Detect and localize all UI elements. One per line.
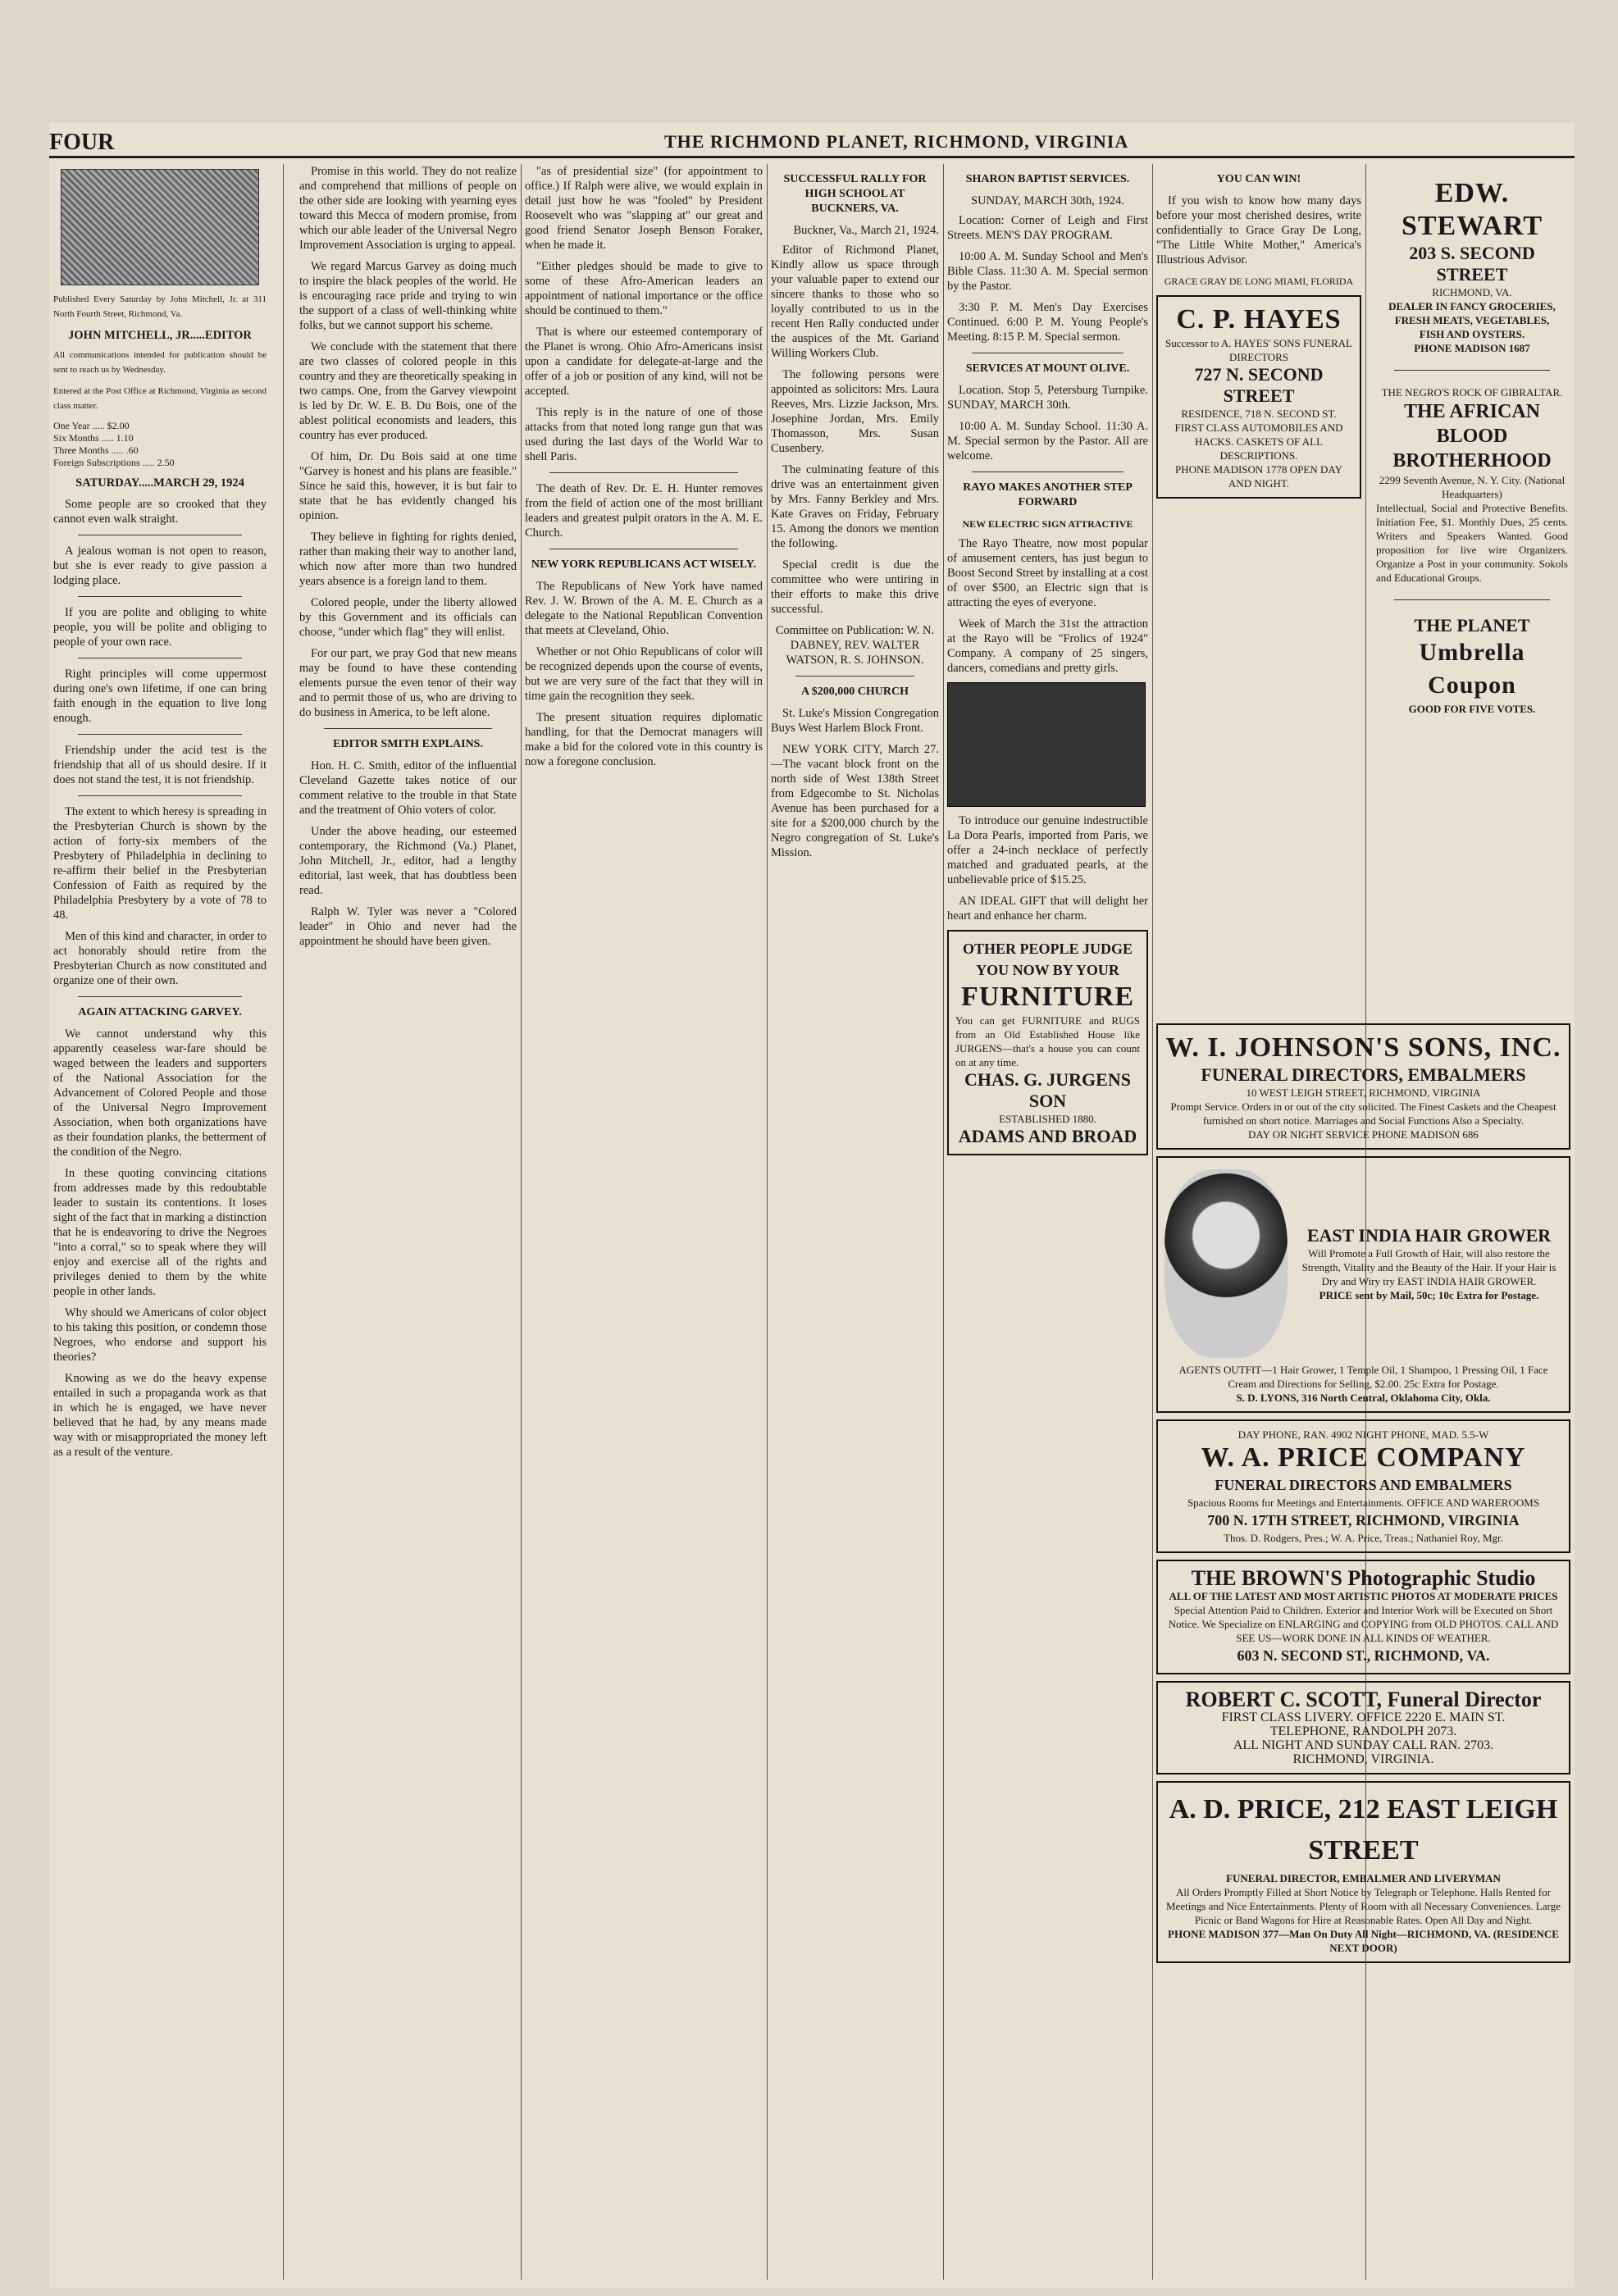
paragraph: Hon. H. C. Smith, editor of the influential Cleveland Gazette takes notice of our comment relative to the trouble in that State and the treatment of Ohio voters of color. [299,759,517,817]
masthead [49,130,1575,154]
paragraph: NEW YORK CITY, March 27.—The vacant block front on the north side of West 138th Street from Edgecombe to St. Nicholas Avenue has been purchased for a site for a $200,000 church by the Negro congregation of St. Luke's Mission. [771,743,939,859]
divider [549,472,738,473]
dateline: Buckner, Va., March 21, 1924. [793,224,939,237]
article-subheading: NEW ELECTRIC SIGN ATTRACTIVE [962,518,1133,530]
paragraph: We regard Marcus Garvey as doing much to inspire the black peoples of the world. He is encouraging race pride and trying to win the support of a class of well-thinking white folks, but we cannot support his scheme. [299,260,517,332]
column-3 [525,164,763,2280]
divider [324,728,492,729]
column-7 [1370,164,1575,1009]
pearl-necklace-photo [947,682,1146,807]
issue-date: SATURDAY.....MARCH 29, 1924 [75,476,244,490]
column-rule [943,164,944,2280]
column-rule [1152,164,1153,2280]
paragraph: We conclude with the statement that there are two classes of colored people in this country and they are theoretically speaking in two camps. One, from the Garvey viewpoint is led by Dr. W. E. B. Du Bois, one of the ablest political economists and leaders, this country has ever produced. [299,340,517,442]
paragraph: Promise in this world. They do not realize and comprehend that millions of people on the other side are looking with yearning eyes toward this Mecca of modern promise, from which our able leader of the Universal Negro Improvement Association is urging to appeal. [299,165,517,252]
column-rule [767,164,768,2280]
divider [78,734,242,735]
woman-portrait-illustration [1165,1169,1288,1358]
paragraph: We cannot understand why this apparently ceaseless war-fare should be waged between the leaders and supporters of the National Association for the Advancement of Colored People and those of the Universal Negro Improvement Association, when both organizations have as their foundation planks, the betterment of the condition of the Negro. [53,1027,267,1159]
paragraph: 3:30 P. M. Men's Day Exercises Continued. 6:00 P. M. Young People's Meeting. 8:15 P. M. Special sermon. [947,301,1148,344]
paragraph: Why should we Americans of color object to his taking this position, or condemn those Negroes, who endorse and support his theories? [53,1306,267,1364]
paragraph: Location: Corner of Leigh and First Streets. MEN'S DAY PROGRAM. [947,214,1148,242]
paragraph: A jealous woman is not open to reason, but she is ever ready to give passion a lodging place. [53,544,267,587]
article-heading: EDITOR SMITH EXPLAINS. [333,738,483,750]
paragraph: The death of Rev. Dr. E. H. Hunter removes from the field of action one of the most brilliant leaders and greatest pulpit orators in the A. M. E. Church. [525,482,763,540]
paragraph: Friendship under the acid test is the friendship that all of us should desire. If it does not stand the test, it is not friendship. [53,744,267,786]
paragraph: Week of March the 31st the attraction at the Rayo will be "Frolics of 1924" Company. A company of 25 singers, dancers, comedians and pretty girls. [947,617,1148,675]
advisor-address: GRACE GRAY DE LONG MIAMI, FLORIDA [1164,276,1354,287]
paragraph: Knowing as we do the heavy expense entailed in such a propaganda work as that in which he is engaged, we have never believed that he had, by any means made way with or misappropriated the money left as a result of the venture. [53,1372,267,1459]
price-company-ad: DAY PHONE, RAN. 4902 NIGHT PHONE, MAD. 5.5-W W. A. PRICE COMPANY FUNERAL DIRECTORS AND EMBALMERS Spacious Rooms for Meetings and Entertainments. OFFICE AND WAREROOMS 700 N. 17TH STREET, RICHMOND, VIRGINIA Thos. D. Rodgers, Pres.; W. A. Price, Treas.; Nathaniel Roy, Mgr. [1156,1419,1570,1553]
column-4 [771,164,939,2280]
communications-note: All communications intended for publication should be sent to reach us by Wednesday. [53,350,267,375]
column-rule [521,164,522,2280]
paragraph: Colored people, under the liberty allowed by this Government and its officials can choose, "under which flag" they will enlist. [299,596,517,639]
paragraph: If you are polite and obliging to white people, you will be polite and obliging to people of your own race. [53,606,267,649]
paragraph: Right principles will come uppermost during one's own lifetime, if one can bring faith enough in the equation to live long enough. [53,667,267,725]
hair-grower-ad: EAST INDIA HAIR GROWER Will Promote a Full Growth of Hair, will also restore the Strength, Vitality and the Beauty of the Hair. If your Hair is Dry and Wiry try EAST INDIA HAIR GROWER. PRICE sent by Mail, 50c; 10c Extra for Postage. AGENTS OUTFIT—1 Hair Grower, 1 Temple Oil, 1 Shampoo, 1 Pressing Oil, 1 Face Cream and Directions for Selling, $2.00. 25c Extra for Postage. S. D. LYONS, 316 North Central, Oklahoma City, Okla. [1156,1156,1570,1413]
jurgens-furniture-ad: OTHER PEOPLE JUDGE YOU NOW BY YOUR FURNITURE You can get FURNITURE and RUGS from an Old Established House like JURGENS—that's a house you can count on at any time. CHAS. G. JURGENS SON ESTABLISHED 1880. ADAMS AND BROAD [947,930,1148,1155]
article-heading: RAYO MAKES ANOTHER STEP FORWARD [963,481,1133,508]
paragraph: Some people are so crooked that they cannot even walk straight. [53,498,267,526]
paragraph: This reply is in the nature of one of those attacks from that noted long range gun that was used during the last days of the World War to shell Paris. [525,406,763,463]
paragraph: The present situation requires diplomatic handling, for that the Democrat managers will make a bid for the colored vote in this country is now a foregone conclusion. [525,711,763,768]
paragraph: In these quoting convincing citations from addresses made by this redoubtable leader to sustain its contentions. It loses sight of the fact that in marking a distinction that he is endeavoring to drive the Negroes "into a corral," so to speak where they will enjoy and exercise all of the rights and privileges denied to them by the white people in other lands. [53,1167,267,1298]
publisher-note: Published Every Saturday by John Mitchell, Jr. at 311 North Fourth Street, Richmond, Va. [53,294,267,319]
paragraph: "as of presidential size" (for appointment to office.) If Ralph were alive, we would explain in detail just how he was "fooled" by President Roosevelt who was "slapping at" our great and good friend Senator Joseph Benson Foraker, when he made it. [525,165,763,252]
paragraph: St. Luke's Mission Congregation Buys West Harlem Block Front. [771,707,939,735]
article-heading: SHARON BAPTIST SERVICES. [965,173,1130,185]
article-heading: AGAIN ATTACKING GARVEY. [78,1006,242,1018]
wide-ads [1156,1017,1570,2280]
paragraph: If you wish to know how many days before your most cherished desires, write confidentially to Grace Gray De Long, "The Little White Mother," America's Illustrious Advisor. [1156,194,1361,266]
paragraph: Whether or not Ohio Republicans of color will be recognized depends upon the course of events, but we are very sure of the fact that they will in time gain the recognition they seek. [525,645,763,703]
paragraph: "Either pledges should be made to give to some of these Afro-American leaders an appointment of national importance or the office should be continued to them." [525,260,763,317]
column-1 [53,164,267,2280]
paragraph: 10:00 A. M. Sunday School. 11:30 A. M. Special sermon by the Pastor. All are welcome. [947,420,1148,462]
paragraph: Men of this kind and character, in order to act honorably should retire from the Presbyterian Church as now constituted and organize one of their own. [53,930,267,987]
article-heading: A $200,000 CHURCH [800,686,909,698]
paragraph: Location. Stop 5, Petersburg Turnpike. SUNDAY, MARCH 30th. [947,384,1148,412]
divider [78,795,242,796]
scott-funeral-ad: ROBERT C. SCOTT, Funeral Director FIRST CLASS LIVERY. OFFICE 2220 E. MAIN ST. TELEPHONE, RANDOLPH 2073. ALL NIGHT AND SUNDAY CALL RAN. 2703. RICHMOND, VIRGINIA. [1156,1681,1570,1774]
article-heading: SUCCESSFUL RALLY FOR HIGH SCHOOL AT BUCKNERS, VA. [783,173,927,215]
umbrella-coupon[interactable]: THE PLANET Umbrella Coupon GOOD FOR FIVE VOTES. [1408,615,1536,715]
subscription-rates: One Year ..... $2.00 Six Months ..... 1.10 Three Months ..... .60 Foreign Subscriptions ..... 2.50 [53,420,175,468]
paragraph: Editor of Richmond Planet, Kindly allow us space through your valuable paper to extend our sincere thanks to those who so loyally contributed to us in the recent Hen Rally conducted under the auspices of the Mt. Gariand Willing Workers Club. [771,244,939,360]
column-rule [283,164,284,2280]
paragraph: Ralph W. Tyler was never a "Colored leader" in Ohio and never had the appointment he should have been given. [299,905,517,948]
column-5 [947,164,1148,2280]
editor-line: JOHN MITCHELL, JR.....EDITOR [68,329,252,342]
paragraph: For our part, we pray God that new means may be found to have these contending elements pursue the even tenor of their way and to permit those of us, who are driving to do business in America, to be left alone. [299,647,517,719]
article-heading: SERVICES AT MOUNT OLIVE. [965,362,1130,375]
ad-price-funeral-ad: A. D. PRICE, 212 EAST LEIGH STREET FUNERAL DIRECTOR, EMBALMER AND LIVERYMAN All Orders Promptly Filled at Short Notice by Telegraph or Telephone. Halls Rented for Meetings and Nice Entertainments. Plenty of Room with all Necessary Conveniences. Large Picnic or Band Wagons for Hire at Reasonable Rates. Open All Day and Night. PHONE MADISON 377—Man On Duty All Night—RICHMOND, VA. (RESIDENCE NEXT DOOR) [1156,1781,1570,1963]
page-number: FOUR [49,130,115,155]
column-2 [299,164,517,2280]
african-blood-brotherhood-ad: THE NEGRO'S ROCK OF GIBRALTAR. THE AFRICAN BLOOD BROTHERHOOD 2299 Seventh Avenue, N. Y. City. (National Headquarters) Intellectual, Social and Protective Benefits. Initiation Fee, $1. Monthly Dues, 25 cents. Writers and Speakers Wanted. Good proposition for live wire Organizers. Organize a Post in your community. Sokols and Educational Groups. [1376,386,1568,584]
paragraph: Special credit is due the committee who were untiring in their efforts to make this drive successful. [771,558,939,616]
divider [1394,599,1550,600]
masthead-rule [49,156,1575,158]
divider [78,596,242,597]
service-date: SUNDAY, MARCH 30th, 1924. [971,194,1124,207]
paragraph: The Rayo Theatre, now most popular of amusement centers, has just begun to Boost Second Street by installing at a cost of over $500, an Electric sign that is attracting the eyes of everyone. [947,537,1148,609]
stewart-grocery-ad: EDW. STEWART 203 S. SECOND STREET RICHMOND, VA. DEALER IN FANCY GROCERIES, FRESH MEATS, VEGETABLES, FISH AND OYSTERS. PHONE MADISON 1687 [1388,178,1556,354]
paragraph: 10:00 A. M. Sunday School and Men's Bible Class. 11:30 A. M. Special sermon by the Pastor. [947,250,1148,293]
planet-logo-illustration [61,169,259,285]
article-heading: NEW YORK REPUBLICANS ACT WISELY. [531,558,757,571]
paragraph: AN IDEAL GIFT that will delight her heart and enhance her charm. [947,895,1148,922]
hayes-funeral-ad: C. P. HAYES Successor to A. HAYES' SONS FUNERAL DIRECTORS 727 N. SECOND STREET RESIDENCE, 718 N. SECOND ST. FIRST CLASS AUTOMOBILES AND HACKS. CASKETS OF ALL DESCRIPTIONS. PHONE MADISON 1778 OPEN DAY AND NIGHT. [1156,295,1361,499]
paragraph: The following persons were appointed as solicitors: Mrs. Laura Reeves, Mrs. Lizzie Jackson, Mrs. Josephine Jordan, Mrs. Emily Thomasson, Mrs. Susan Cusenbery. [771,368,939,455]
paragraph: The Republicans of New York have named Rev. J. W. Brown of the A. M. E. Church as a delegate to the National Republican Convention that meets at Cleveland, Ohio. [525,580,763,637]
paragraph: Of him, Dr. Du Bois said at one time "Garvey is honest and his plans are feasible." Since he said this, however, it is but fair to state that he has evidently changed his opinion. [299,450,517,522]
paragraph: They believe in fighting for rights denied, rather than making their way to another land, which now after more than two hundred years absence is a foreign land to them. [299,531,517,588]
paragraph: The extent to which heresy is spreading in the Presbyterian Church is shown by the action of forty-six members of the Presbytery of Philadelphia in declining to re-affirm their belief in the Presbyterian Confession of Faith as required by the Philadelphia Presbytery by a vote of 78 to 48. [53,805,267,922]
paragraph: The culminating feature of this drive was an entertainment given by Mrs. Fanny Berkley and Mrs. Kate Graves on Friday, February 15. Among the donors we mention the following. [771,463,939,550]
paragraph: To introduce our genuine indestructible La Dora Pearls, imported from Paris, we offer a 24-inch necklace of perfectly matched and graduated pearls, at the unbelievable price of $15.25. [947,814,1148,886]
divider [1394,370,1550,371]
signature-block: Committee on Publication: W. N. DABNEY, REV. WALTER WATSON, R. S. JOHNSON. [775,624,935,667]
paragraph: Under the above heading, our esteemed contemporary, the Richmond (Va.) Planet, John Mitchell, Jr., editor, had a lengthy editorial, last week, that has doubtless been read. [299,825,517,897]
newspaper-title: THE RICHMOND PLANET, RICHMOND, VIRGINIA [664,131,1129,152]
paragraph: That is where our esteemed contemporary of the Planet is wrong. Ohio Afro-Americans insist upon a candidate for delegate-at-large and the offer of a job or position of any kind, will not be accepted. [525,326,763,398]
browns-studio-ad: THE BROWN'S Photographic Studio ALL OF THE LATEST AND MOST ARTISTIC PHOTOS AT MODERATE PRICES Special Attention Paid to Children. Exterior and Interior Work will be Executed on Short Notice. We Specialize on ENLARGING and COPYING from OLD PHOTOS. CALL AND SEE US—WORK DONE IN ALL KINDS OF WEATHER. 603 N. SECOND ST., RICHMOND, VA. [1156,1560,1570,1674]
article-heading: YOU CAN WIN! [1216,173,1301,185]
divider [78,996,242,997]
johnson-funeral-ad: W. I. JOHNSON'S SONS, INC. FUNERAL DIRECTORS, EMBALMERS 10 WEST LEIGH STREET, RICHMOND, VIRGINIA Prompt Service. Orders in or out of the city solicited. The Finest Caskets and the Cheapest furnished on short notice. Marriages and Social Functions Also a Specialty. DAY OR NIGHT SERVICE PHONE MADISON 686 [1156,1023,1570,1150]
entered-note: Entered at the Post Office at Richmond, Virginia as second class matter. [53,386,267,411]
